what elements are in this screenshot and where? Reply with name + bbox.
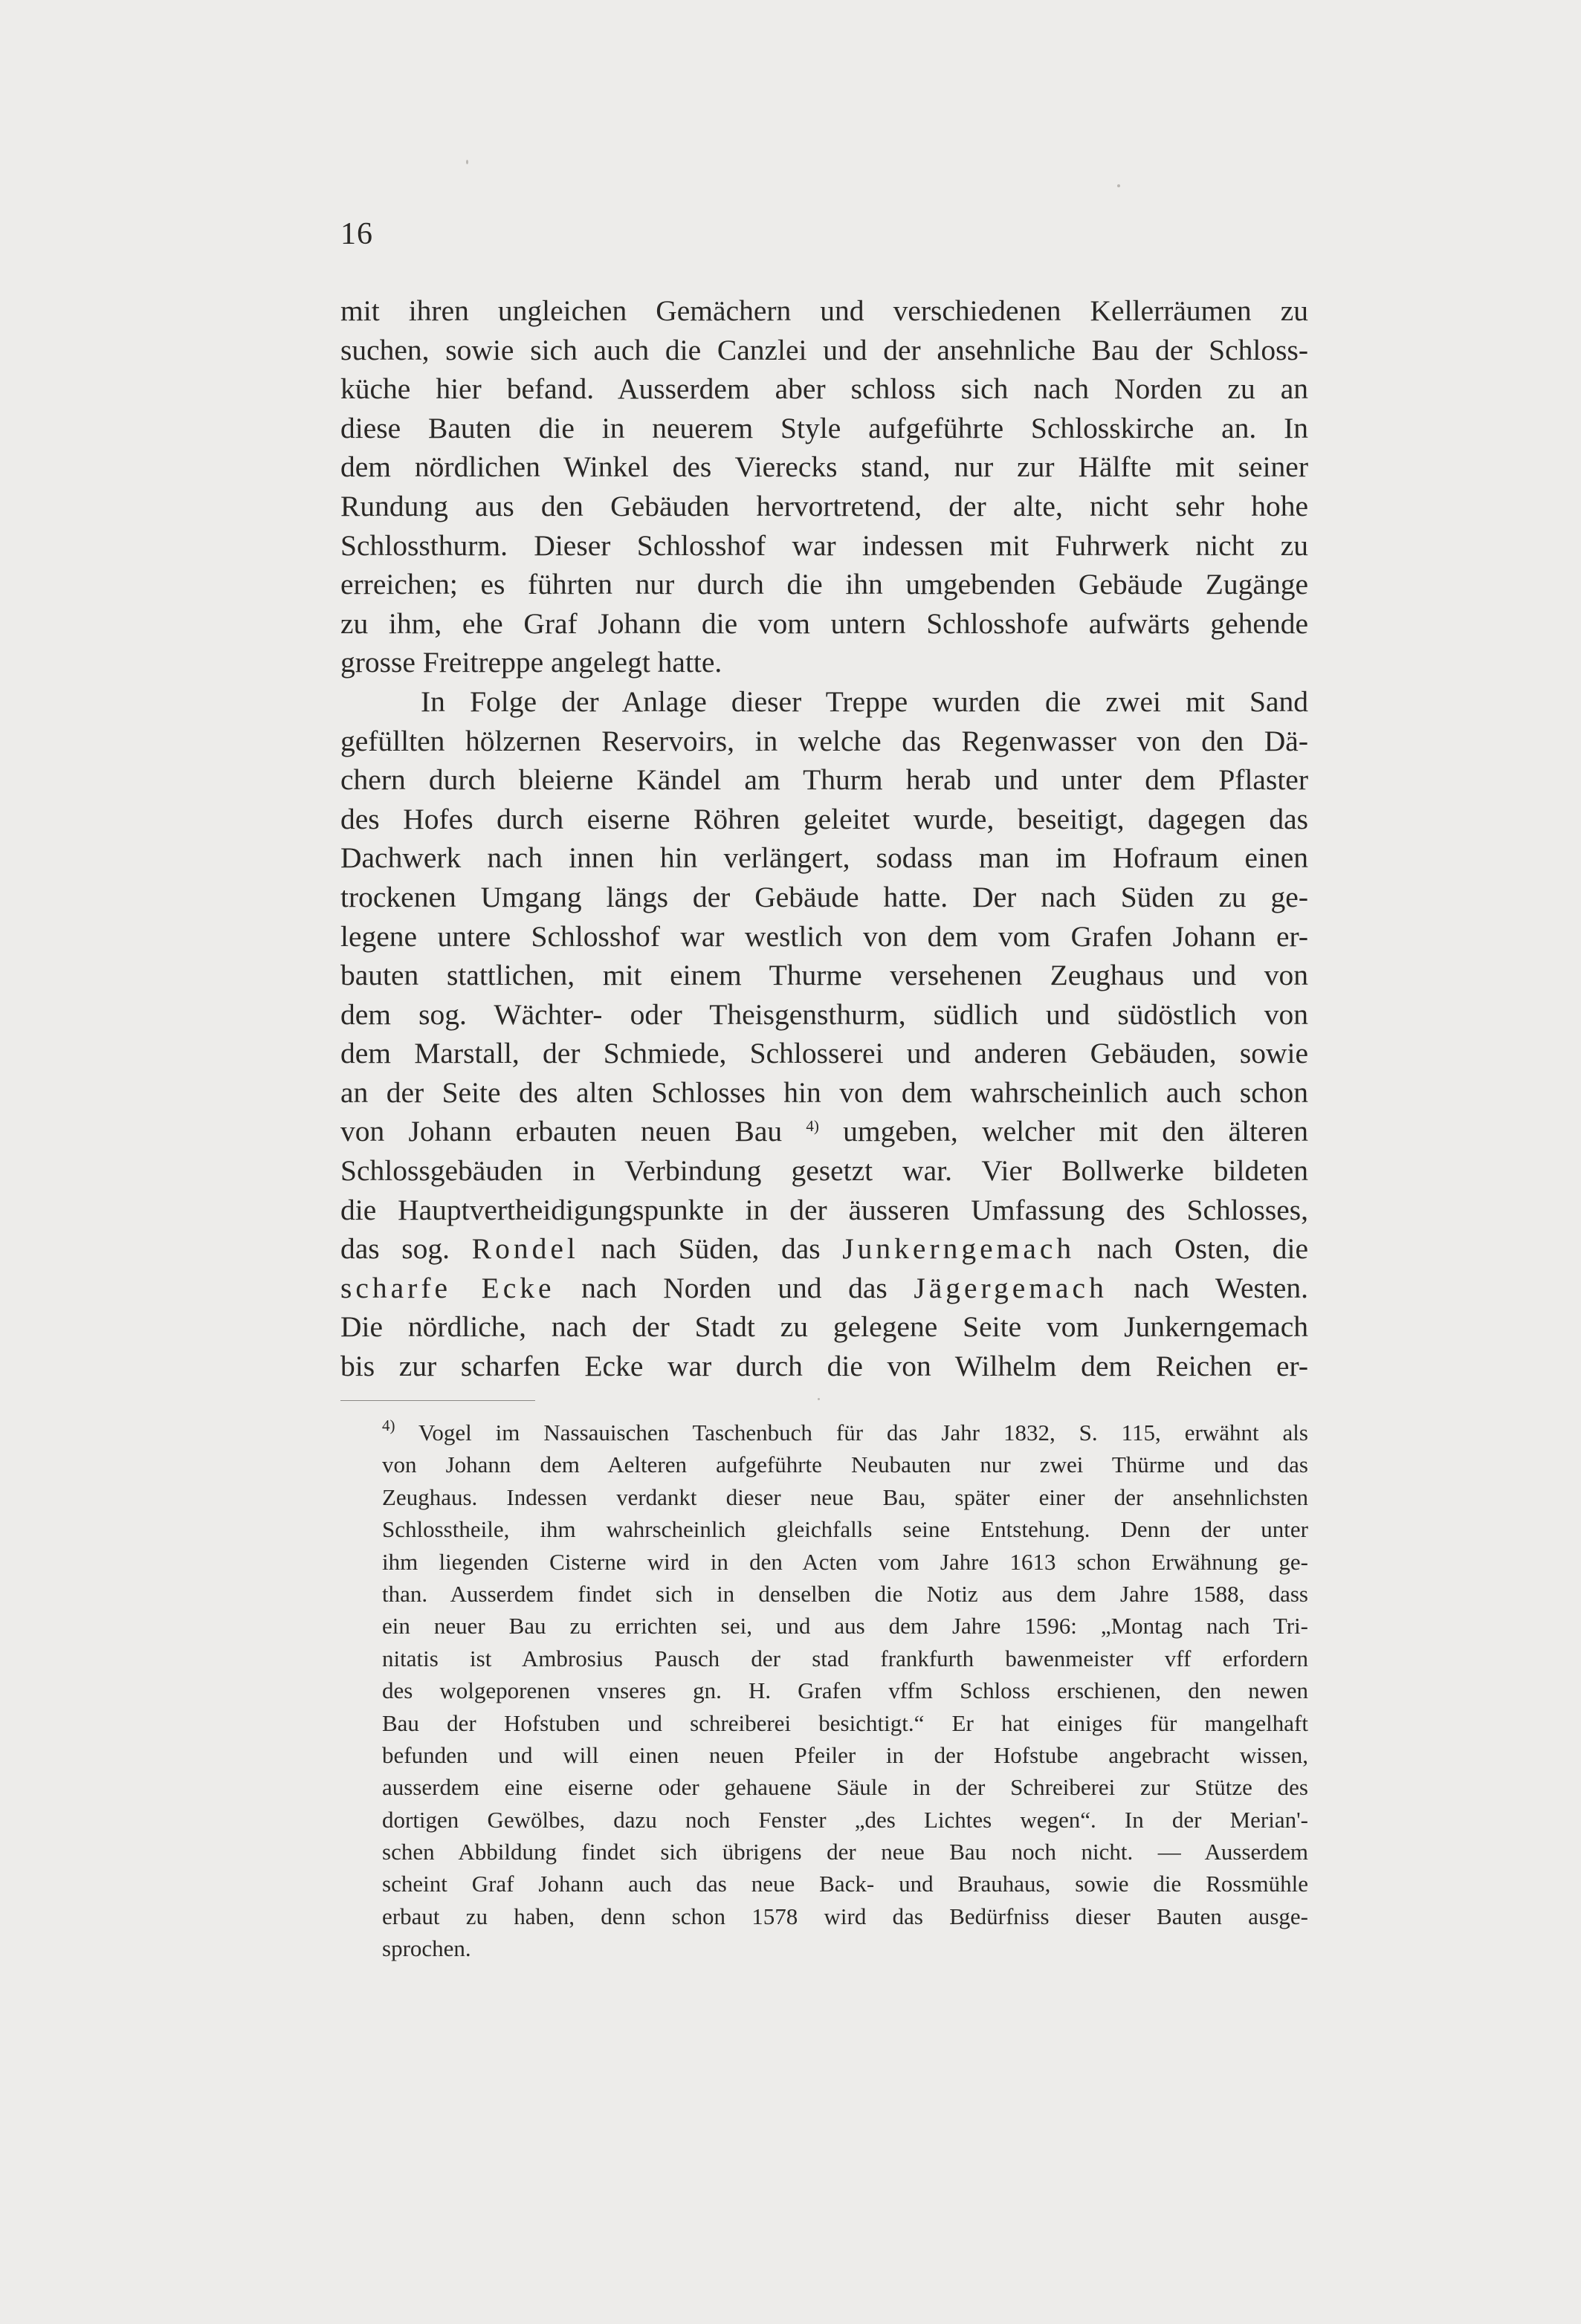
text-line: suchen, sowie sich auch die Canzlei und der ansehnliche Bau der Schloss- <box>340 333 1308 366</box>
text-segment: das sog. <box>340 1232 450 1266</box>
text-line: erreichen; es führten nur durch die ihn umgebenden Gebäude Zugänge <box>340 568 1308 601</box>
text-line: chern durch bleierne Kändel am Thurm herab und unter dem Pflaster <box>340 763 1308 797</box>
spaced-term: Jägergemach <box>914 1271 1108 1304</box>
footnote-line: than. Ausserdem findet sich in denselben die Notiz aus dem Jahre 1588, dass <box>382 1580 1308 1607</box>
text-segment: nach Westen. <box>1134 1271 1308 1304</box>
footnote-line: Bau der Hofstuben und schreiberei besichtigt.“ Er hat einiges für mangelhaft <box>382 1709 1308 1736</box>
footnote-line: Schlosstheile, ihm wahrscheinlich gleichfalls seine Entstehung. Denn der unter <box>382 1516 1308 1543</box>
footnote-marker: 4) <box>382 1417 395 1434</box>
text-line: legene untere Schlosshof war westlich von dem vom Grafen Johann er- <box>340 919 1308 953</box>
text-line: bis zur scharfen Ecke war durch die von Wilhelm dem Reichen er- <box>340 1350 1308 1383</box>
footnote-line: ausserdem eine eiserne oder gehauene Säule in der Schreiberei zur Stütze des <box>382 1774 1308 1801</box>
text-segment: nach Osten, die <box>1096 1232 1309 1266</box>
text-segment: Vogel im Nassauischen Taschenbuch für das Jahr 1832, S. 115, erwähnt als <box>418 1420 1308 1446</box>
text-line: dem sog. Wächter- oder Theisgensthurm, südlich und südöstlich von <box>340 997 1308 1031</box>
page-number: 16 <box>340 217 373 251</box>
footnote <box>382 1417 1308 1965</box>
text-line: mit ihren ungleichen Gemächern und verschiedenen Kellerräumen zu <box>340 294 1308 327</box>
paper-speck <box>818 1398 820 1400</box>
spaced-term: scharfe Ecke <box>340 1271 555 1304</box>
text-line: grosse Freitreppe angelegt hatte. <box>340 646 722 679</box>
text-line: Die nördliche, nach der Stadt zu gelegene Seite vom Junkerngemach <box>340 1310 1308 1344</box>
text-segment: nach Süden, das <box>601 1232 821 1266</box>
text-segment: nach Norden und das <box>581 1271 888 1304</box>
text-line: dem nördlichen Winkel des Vierecks stand, nur zur Hälfte mit seiner <box>340 450 1308 484</box>
text-line: Dachwerk nach innen hin verlängert, sodass man im Hofraum einen <box>340 841 1308 875</box>
footnote-line: nitatis ist Ambrosius Pausch der stad frankfurth bawenmeister vff erfordern <box>382 1645 1308 1671</box>
text-segment: von Johann erbauten neuen Bau <box>340 1115 783 1148</box>
text-line: bauten stattlichen, mit einem Thurme versehenen Zeughaus und von <box>340 959 1308 992</box>
text-line-spaced <box>340 1229 1308 1269</box>
footnote-line: von Johann dem Aelteren aufgeführte Neubauten nur zwei Thürme und das <box>382 1451 1308 1478</box>
text-segment: umgeben, welcher mit den älteren <box>843 1115 1308 1148</box>
text-line: zu ihm, ehe Graf Johann die vom untern Schlosshofe aufwärts gehende <box>340 606 1308 640</box>
footnote-line: ihm liegenden Cisterne wird in den Acten vom Jahre 1613 schon Erwähnung ge- <box>382 1548 1308 1575</box>
text-line: diese Bauten die in neuerem Style aufgeführte Schlosskirche an. In <box>340 411 1308 444</box>
spaced-term: Rondel <box>471 1232 579 1266</box>
paper-speck <box>1117 184 1120 187</box>
text-line: Rundung aus den Gebäuden hervortretend, der alte, nicht sehr hohe <box>340 489 1308 522</box>
footnote-line: scheint Graf Johann auch das neue Back- und Brauhaus, sowie die Rossmühle <box>382 1871 1308 1897</box>
footnote-line: Zeughaus. Indessen verdankt dieser neue Bau, später einer der ansehnlichsten <box>382 1483 1308 1510</box>
spaced-term: Junkerngemach <box>842 1232 1076 1266</box>
footnote-line: befunden und will einen neuen Pfeiler in der Hofstube angebracht wissen, <box>382 1741 1308 1768</box>
text-line: Schlossgebäuden in Verbindung gesetzt war. Vier Bollwerke bildeten <box>340 1154 1308 1188</box>
footnote-line: erbaut zu haben, denn schon 1578 wird das Bedürfniss dieser Bauten ausge- <box>382 1903 1308 1929</box>
text-line-spaced <box>340 1269 1308 1308</box>
text-line: die Hauptvertheidigungspunkte in der äusseren Umfassung des Schlosses, <box>340 1193 1308 1226</box>
text-line-with-ref <box>340 1112 1308 1151</box>
text-line: küche hier befand. Ausserdem aber schloss sich nach Norden zu an <box>340 372 1308 406</box>
text-line: gefüllten hölzernen Reservoirs, in welche das Regenwasser von den Dä- <box>340 724 1308 757</box>
footnote-reference: 4) <box>806 1117 819 1136</box>
footnote-separator <box>340 1400 535 1401</box>
text-line: In Folge der Anlage dieser Treppe wurden die zwei mit Sand <box>421 684 1308 718</box>
footnote-line: des wolgeporenen vnseres gn. H. Grafen vffm Schloss erschienen, den newen <box>382 1677 1308 1704</box>
text-line: trockenen Umgang längs der Gebäude hatte. Der nach Süden zu ge- <box>340 880 1308 913</box>
text-line: an der Seite des alten Schlosses hin von dem wahrscheinlich auch schon <box>340 1075 1308 1109</box>
text-line: des Hofes durch eiserne Röhren geleitet wurde, beseitigt, dagegen das <box>340 802 1308 835</box>
footnote-line: schen Abbildung findet sich übrigens der neue Bau noch nicht. — Ausserdem <box>382 1839 1308 1865</box>
paper-speck <box>466 160 468 164</box>
footnote-line: sprochen. <box>382 1935 471 1962</box>
footnote-line: dortigen Gewölbes, dazu noch Fenster „des Lichtes wegen“. In der Merian'- <box>382 1806 1308 1833</box>
footnote-line: ein neuer Bau zu errichten sei, und aus dem Jahre 1596: „Montag nach Tri- <box>382 1613 1308 1640</box>
main-text <box>340 291 1308 1386</box>
footnote-line <box>382 1417 1308 1449</box>
text-line: dem Marstall, der Schmiede, Schlosserei und anderen Gebäuden, sowie <box>340 1037 1308 1070</box>
text-line: Schlossthurm. Dieser Schlosshof war indessen mit Fuhrwerk nicht zu <box>340 528 1308 562</box>
